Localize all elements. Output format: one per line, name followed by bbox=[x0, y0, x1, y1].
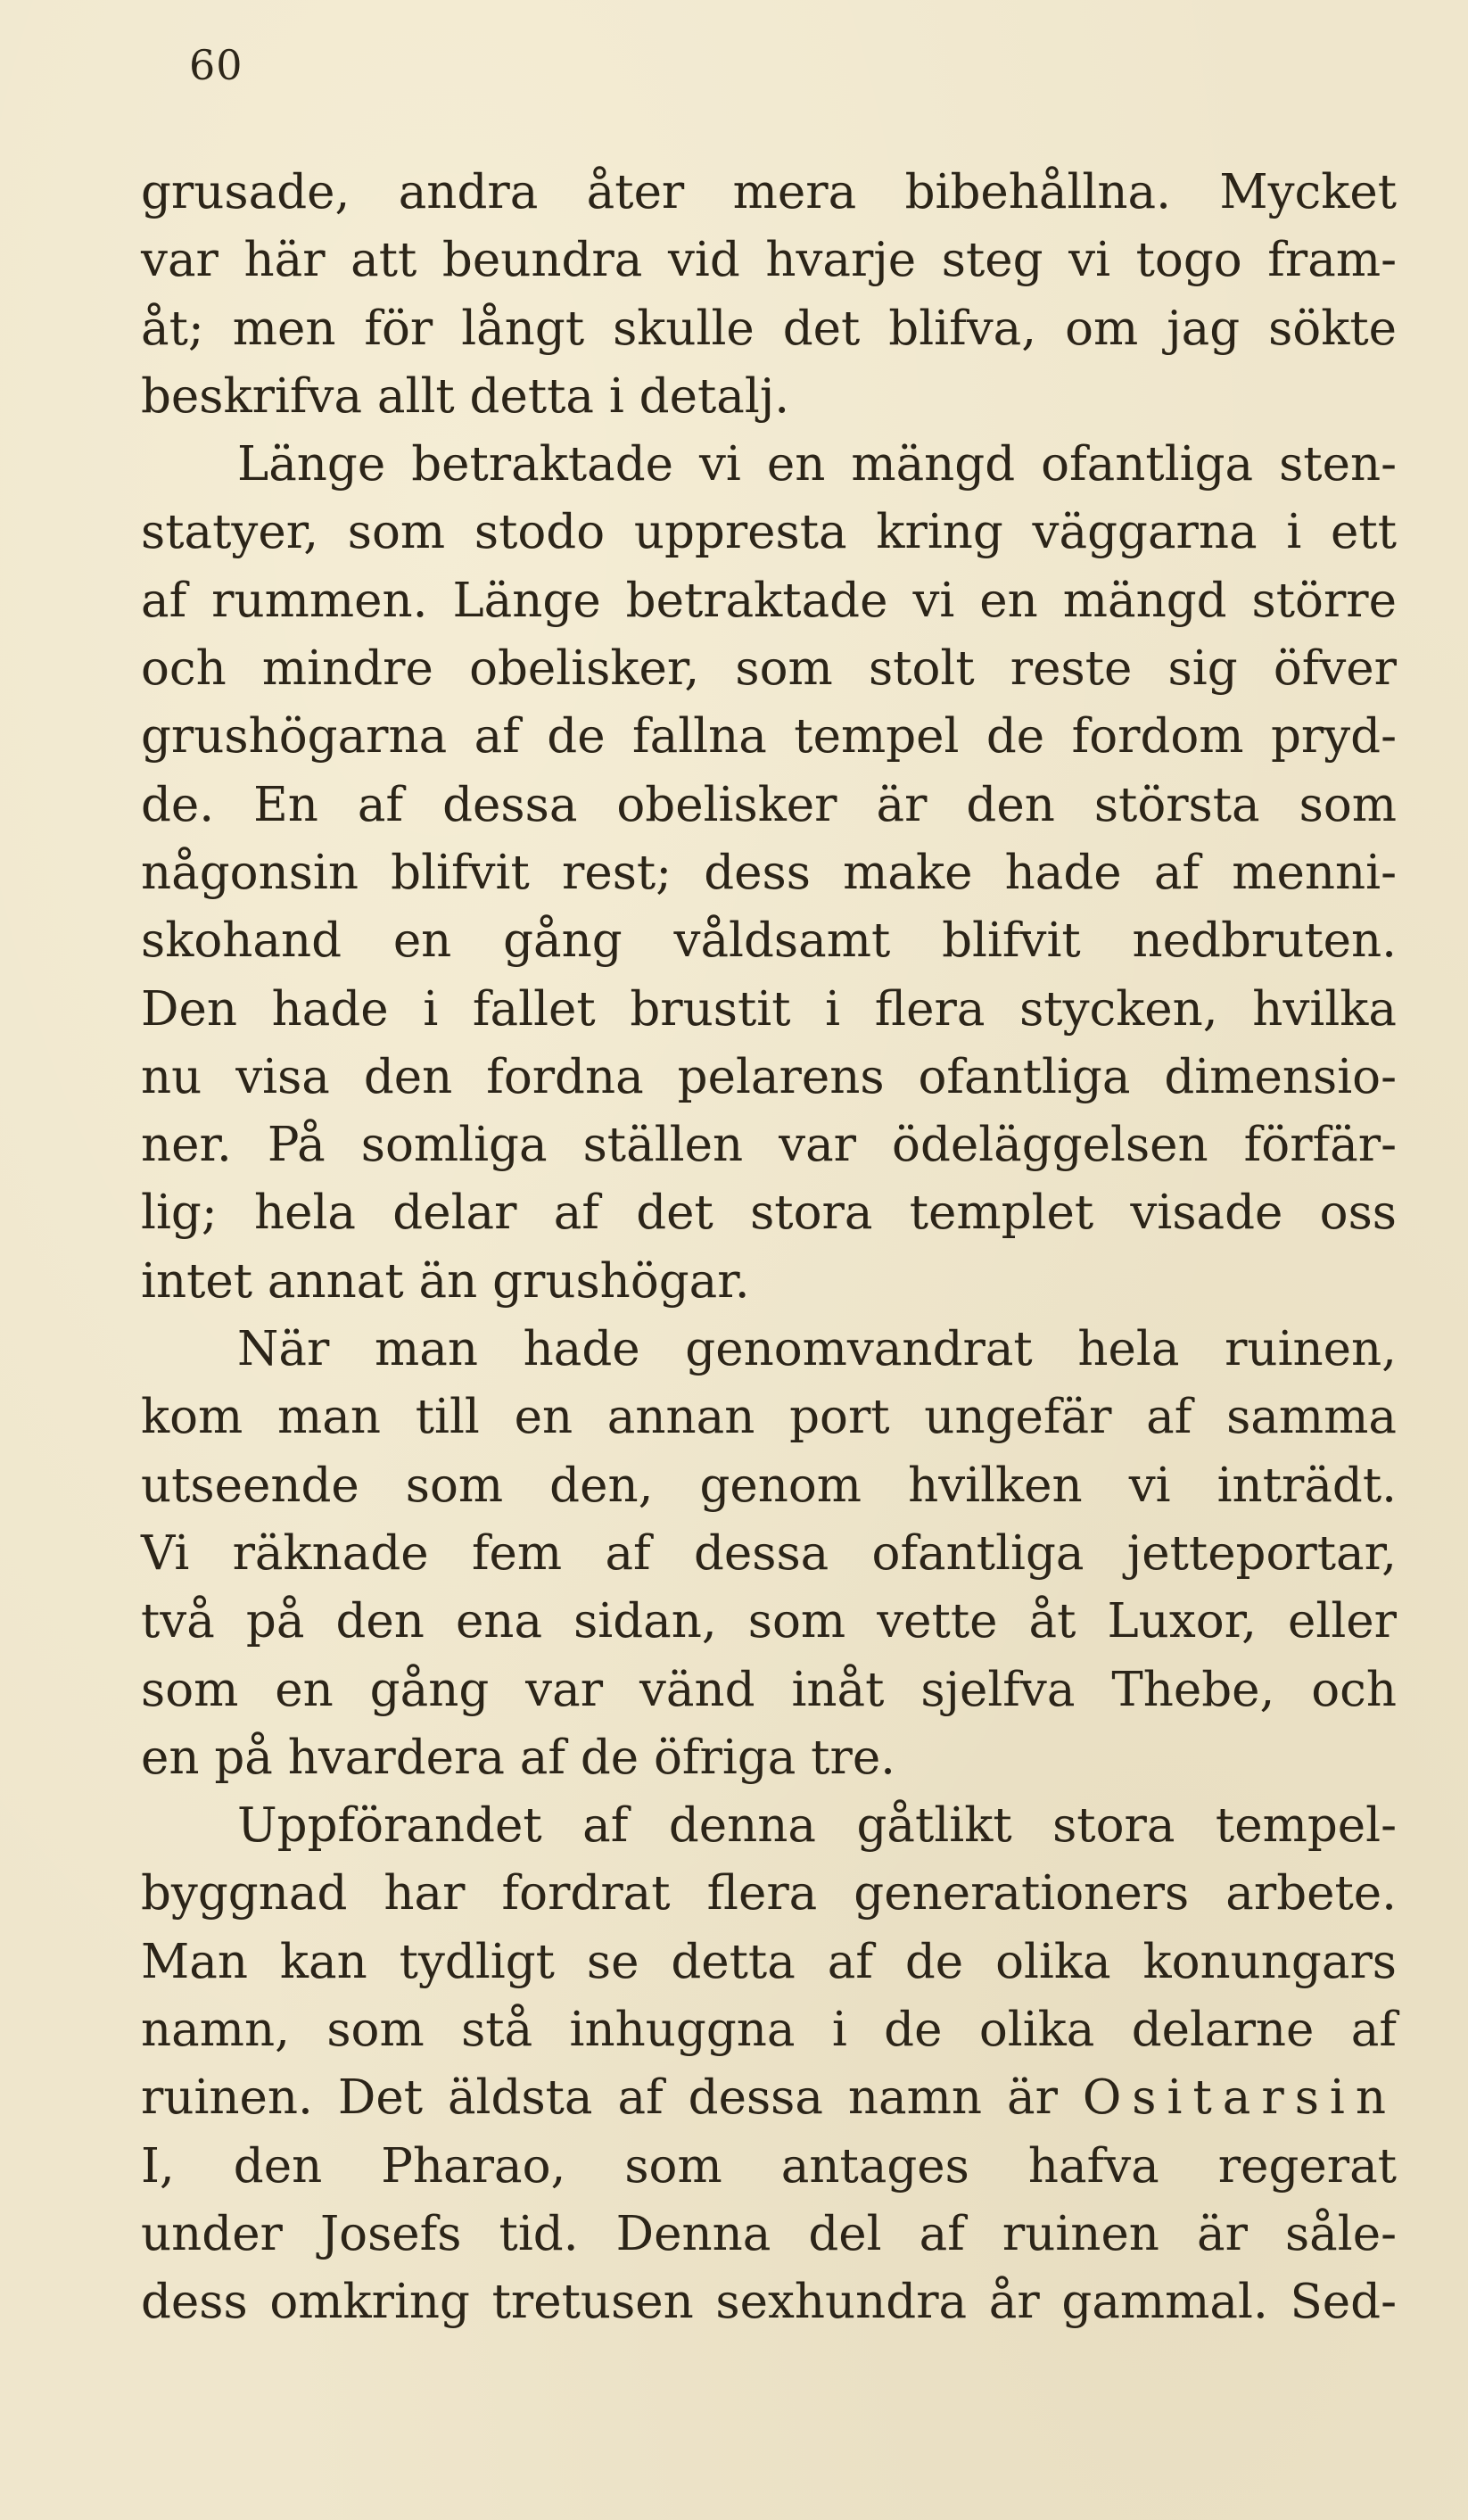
text-line: ner. På somliga ställen var ödeläggelsen förfär- bbox=[141, 1118, 1397, 1173]
text-line: en på hvardera af de öfriga tre. bbox=[141, 1730, 896, 1785]
text-line: åt; men för långt skulle det blifva, om jag sökte bbox=[141, 301, 1397, 356]
text-line: Den hade i fallet brustit i flera stycken, hvilka bbox=[141, 981, 1397, 1037]
text-line: beskrifva allt detta i detalj. bbox=[141, 368, 790, 424]
text-line: statyer, som stodo uppresta kring väggarna i ett bbox=[141, 505, 1397, 560]
text-line: grusade, andra åter mera bibehållna. Mycket bbox=[141, 165, 1397, 219]
text-line: kom man till en annan port ungefär af samma bbox=[141, 1390, 1397, 1445]
text-line: Man kan tydligt se detta af de olika konungars bbox=[141, 1934, 1397, 1989]
paragraph-start-line: När man hade genomvandrat hela ruinen, bbox=[237, 1322, 1397, 1377]
text-line: namn, som stå inhuggna i de olika delarne af bbox=[141, 2003, 1397, 2058]
text-line: skohand en gång våldsamt blifvit nedbruten. bbox=[141, 913, 1397, 969]
paragraph-start-line: Uppförandet af denna gåtlikt stora tempel- bbox=[237, 1798, 1397, 1854]
body-text bbox=[141, 159, 1397, 2337]
text-line: byggnad har fordrat flera generationers arbete. bbox=[141, 1866, 1397, 1921]
page-number: 60 bbox=[189, 41, 243, 89]
text-line: dess omkring tretusen sexhundra år gammal. Sed- bbox=[141, 2275, 1397, 2330]
text-segment: ruinen. Det äldsta af dessa namn är bbox=[141, 2070, 1058, 2126]
text-line-with-emphasis bbox=[141, 2064, 1397, 2132]
text-line: I, den Pharao, som antages hafva regerat bbox=[141, 2138, 1397, 2194]
text-line: var här att beundra vid hvarje steg vi togo fram- bbox=[141, 233, 1397, 288]
text-line: under Josefs tid. Denna del af ruinen är såle- bbox=[141, 2206, 1397, 2261]
text-line: Vi räknade fem af dessa ofantliga jetteportar, bbox=[141, 1525, 1397, 1581]
text-line: grushögarna af de fallna tempel de fordom pryd- bbox=[141, 709, 1397, 764]
text-line: lig; hela delar af det stora templet visade oss bbox=[141, 1186, 1397, 1241]
text-line: af rummen. Länge betraktade vi en mängd större bbox=[141, 573, 1397, 628]
text-line: någonsin blifvit rest; dess make hade af menni- bbox=[141, 845, 1397, 900]
paragraph-start-line: Länge betraktade vi en mängd ofantliga sten- bbox=[237, 437, 1397, 492]
text-line: nu visa den fordna pelarens ofantliga dimensio- bbox=[141, 1049, 1397, 1104]
text-line: två på den ena sidan, som vette åt Luxor, eller bbox=[141, 1594, 1397, 1649]
text-line: de. En af dessa obelisker är den största som bbox=[141, 777, 1397, 832]
text-line: och mindre obelisker, som stolt reste sig öfver bbox=[141, 641, 1397, 697]
spaced-name: Ositarsin bbox=[1082, 2070, 1397, 2126]
text-line: intet annat än grushögar. bbox=[141, 1253, 750, 1309]
text-line: som en gång var vänd inåt sjelfva Thebe, och bbox=[141, 1662, 1397, 1717]
text-line: utseende som den, genom hvilken vi inträdt. bbox=[141, 1458, 1397, 1513]
